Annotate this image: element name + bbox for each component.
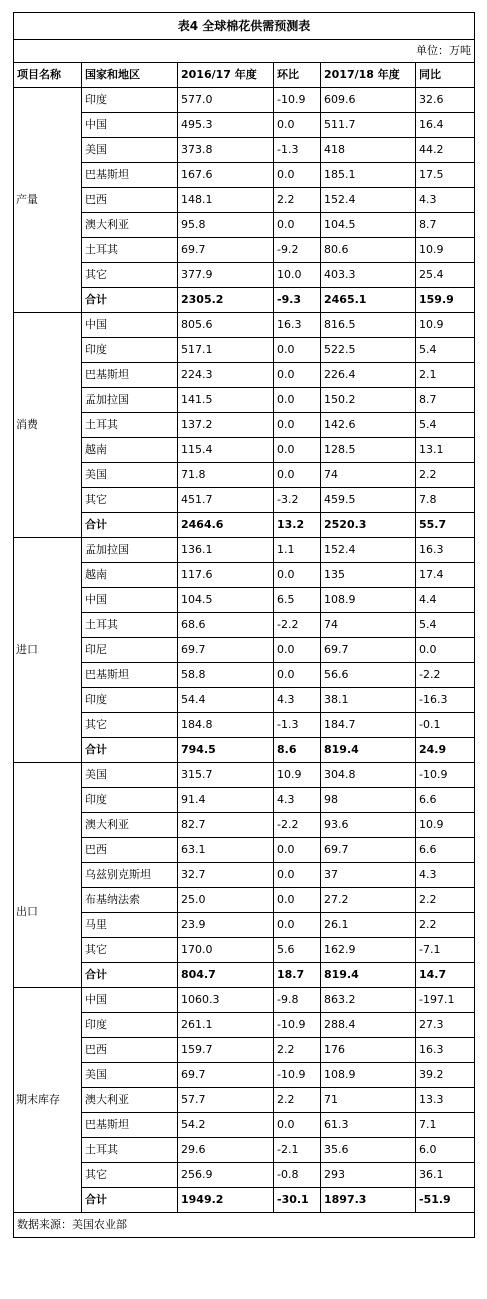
mom-cell: 2.2 bbox=[274, 1088, 321, 1113]
yoy-cell: 6.6 bbox=[416, 788, 475, 813]
table-row bbox=[14, 613, 475, 638]
table-row bbox=[14, 1113, 475, 1138]
value-2016-cell: 377.9 bbox=[178, 263, 274, 288]
value-2017-cell: 128.5 bbox=[321, 438, 416, 463]
value-2017-cell: 108.9 bbox=[321, 588, 416, 613]
table-row bbox=[14, 988, 475, 1013]
category-cell: 产量 bbox=[14, 88, 82, 313]
table-row bbox=[14, 913, 475, 938]
value-2017-cell: 37 bbox=[321, 863, 416, 888]
value-2016-cell: 804.7 bbox=[178, 963, 274, 988]
category-cell-blank bbox=[14, 763, 82, 838]
table-row bbox=[14, 538, 475, 563]
value-2016-cell: 517.1 bbox=[178, 338, 274, 363]
mom-cell: 5.6 bbox=[274, 938, 321, 963]
header-2016-17: 2016/17 年度 bbox=[178, 63, 274, 88]
table-row bbox=[14, 1013, 475, 1038]
mom-cell: 4.3 bbox=[274, 688, 321, 713]
region-cell: 越南 bbox=[82, 438, 178, 463]
value-2016-cell: 2305.2 bbox=[178, 288, 274, 313]
region-cell: 合计 bbox=[82, 1188, 178, 1213]
cotton-supply-demand-table bbox=[13, 12, 475, 1238]
value-2016-cell: 577.0 bbox=[178, 88, 274, 113]
table-row bbox=[14, 1163, 475, 1188]
category-cell: 出口 bbox=[14, 838, 82, 988]
region-cell: 马里 bbox=[82, 913, 178, 938]
region-cell: 土耳其 bbox=[82, 238, 178, 263]
value-2016-cell: 256.9 bbox=[178, 1163, 274, 1188]
yoy-cell: -10.9 bbox=[416, 763, 475, 788]
value-2016-cell: 315.7 bbox=[178, 763, 274, 788]
mom-cell: -1.3 bbox=[274, 138, 321, 163]
value-2017-cell: 162.9 bbox=[321, 938, 416, 963]
value-2017-cell: 104.5 bbox=[321, 213, 416, 238]
value-2016-cell: 224.3 bbox=[178, 363, 274, 388]
unit-label: 单位：万吨 bbox=[14, 40, 475, 63]
yoy-cell: 10.9 bbox=[416, 238, 475, 263]
value-2016-cell: 261.1 bbox=[178, 1013, 274, 1038]
header-2017-18: 2017/18 年度 bbox=[321, 63, 416, 88]
table-row bbox=[14, 1063, 475, 1088]
value-2017-cell: 38.1 bbox=[321, 688, 416, 713]
region-cell: 印尼 bbox=[82, 638, 178, 663]
value-2017-cell: 2465.1 bbox=[321, 288, 416, 313]
mom-cell: 10.9 bbox=[274, 763, 321, 788]
yoy-cell: 14.7 bbox=[416, 963, 475, 988]
yoy-cell: 6.0 bbox=[416, 1138, 475, 1163]
value-2016-cell: 167.6 bbox=[178, 163, 274, 188]
table-row bbox=[14, 488, 475, 513]
table-row bbox=[14, 763, 475, 788]
region-cell: 印度 bbox=[82, 788, 178, 813]
value-2016-cell: 29.6 bbox=[178, 1138, 274, 1163]
table-row bbox=[14, 88, 475, 113]
value-2017-cell: 152.4 bbox=[321, 538, 416, 563]
yoy-cell: 24.9 bbox=[416, 738, 475, 763]
region-cell: 乌兹别克斯坦 bbox=[82, 863, 178, 888]
table-row bbox=[14, 688, 475, 713]
yoy-cell: 8.7 bbox=[416, 388, 475, 413]
mom-cell: 10.0 bbox=[274, 263, 321, 288]
value-2017-cell: 74 bbox=[321, 613, 416, 638]
yoy-cell: 2.2 bbox=[416, 888, 475, 913]
value-2017-cell: 609.6 bbox=[321, 88, 416, 113]
total-row bbox=[14, 1188, 475, 1213]
table-row bbox=[14, 238, 475, 263]
region-cell: 合计 bbox=[82, 738, 178, 763]
yoy-cell: -197.1 bbox=[416, 988, 475, 1013]
table-row bbox=[14, 363, 475, 388]
table-row bbox=[14, 138, 475, 163]
value-2016-cell: 69.7 bbox=[178, 638, 274, 663]
value-2016-cell: 117.6 bbox=[178, 563, 274, 588]
yoy-cell: 4.4 bbox=[416, 588, 475, 613]
region-cell: 其它 bbox=[82, 938, 178, 963]
yoy-cell: 16.3 bbox=[416, 1038, 475, 1063]
value-2016-cell: 54.2 bbox=[178, 1113, 274, 1138]
mom-cell: -9.2 bbox=[274, 238, 321, 263]
mom-cell: 0.0 bbox=[274, 913, 321, 938]
mom-cell: 0.0 bbox=[274, 438, 321, 463]
category-cell: 期末库存 bbox=[14, 988, 82, 1213]
table-row bbox=[14, 113, 475, 138]
mom-cell: -2.1 bbox=[274, 1138, 321, 1163]
value-2017-cell: 522.5 bbox=[321, 338, 416, 363]
mom-cell: 0.0 bbox=[274, 338, 321, 363]
value-2016-cell: 451.7 bbox=[178, 488, 274, 513]
source-row bbox=[14, 1213, 475, 1238]
total-row bbox=[14, 738, 475, 763]
value-2016-cell: 148.1 bbox=[178, 188, 274, 213]
total-row bbox=[14, 963, 475, 988]
table-row bbox=[14, 888, 475, 913]
yoy-cell: 16.3 bbox=[416, 538, 475, 563]
mom-cell: 0.0 bbox=[274, 213, 321, 238]
table-row bbox=[14, 813, 475, 838]
region-cell: 澳大利亚 bbox=[82, 213, 178, 238]
table-row bbox=[14, 213, 475, 238]
header-yoy: 同比 bbox=[416, 63, 475, 88]
yoy-cell: 16.4 bbox=[416, 113, 475, 138]
source-note: 数据来源：美国农业部 bbox=[14, 1213, 475, 1238]
region-cell: 土耳其 bbox=[82, 613, 178, 638]
value-2017-cell: 176 bbox=[321, 1038, 416, 1063]
total-row bbox=[14, 513, 475, 538]
value-2016-cell: 104.5 bbox=[178, 588, 274, 613]
yoy-cell: -7.1 bbox=[416, 938, 475, 963]
region-cell: 其它 bbox=[82, 1163, 178, 1188]
table-row bbox=[14, 563, 475, 588]
value-2017-cell: 135 bbox=[321, 563, 416, 588]
region-cell: 合计 bbox=[82, 288, 178, 313]
value-2016-cell: 63.1 bbox=[178, 838, 274, 863]
yoy-cell: 0.0 bbox=[416, 638, 475, 663]
value-2017-cell: 27.2 bbox=[321, 888, 416, 913]
mom-cell: 0.0 bbox=[274, 463, 321, 488]
mom-cell: -3.2 bbox=[274, 488, 321, 513]
mom-cell: -10.9 bbox=[274, 1063, 321, 1088]
yoy-cell: 2.2 bbox=[416, 913, 475, 938]
value-2016-cell: 69.7 bbox=[178, 238, 274, 263]
yoy-cell: 2.1 bbox=[416, 363, 475, 388]
yoy-cell: 7.8 bbox=[416, 488, 475, 513]
mom-cell: 4.3 bbox=[274, 788, 321, 813]
value-2017-cell: 863.2 bbox=[321, 988, 416, 1013]
table-row bbox=[14, 713, 475, 738]
table-row bbox=[14, 313, 475, 338]
mom-cell: -10.9 bbox=[274, 1013, 321, 1038]
yoy-cell: 36.1 bbox=[416, 1163, 475, 1188]
region-cell: 中国 bbox=[82, 588, 178, 613]
yoy-cell: 17.5 bbox=[416, 163, 475, 188]
table-row bbox=[14, 1038, 475, 1063]
table-row bbox=[14, 638, 475, 663]
value-2016-cell: 82.7 bbox=[178, 813, 274, 838]
mom-cell: 0.0 bbox=[274, 113, 321, 138]
mom-cell: 2.2 bbox=[274, 1038, 321, 1063]
value-2017-cell: 511.7 bbox=[321, 113, 416, 138]
header-item-name: 项目名称 bbox=[14, 63, 82, 88]
value-2017-cell: 98 bbox=[321, 788, 416, 813]
region-cell: 澳大利亚 bbox=[82, 1088, 178, 1113]
value-2017-cell: 459.5 bbox=[321, 488, 416, 513]
yoy-cell: 32.6 bbox=[416, 88, 475, 113]
region-cell: 孟加拉国 bbox=[82, 538, 178, 563]
mom-cell: 16.3 bbox=[274, 313, 321, 338]
header-region: 国家和地区 bbox=[82, 63, 178, 88]
value-2016-cell: 69.7 bbox=[178, 1063, 274, 1088]
value-2017-cell: 108.9 bbox=[321, 1063, 416, 1088]
table-row bbox=[14, 1138, 475, 1163]
value-2016-cell: 23.9 bbox=[178, 913, 274, 938]
value-2016-cell: 794.5 bbox=[178, 738, 274, 763]
yoy-cell: 39.2 bbox=[416, 1063, 475, 1088]
table-row bbox=[14, 388, 475, 413]
value-2016-cell: 54.4 bbox=[178, 688, 274, 713]
yoy-cell: 5.4 bbox=[416, 338, 475, 363]
table-title: 表4 全球棉花供需预测表 bbox=[14, 13, 475, 40]
value-2016-cell: 115.4 bbox=[178, 438, 274, 463]
value-2016-cell: 805.6 bbox=[178, 313, 274, 338]
value-2016-cell: 68.6 bbox=[178, 613, 274, 638]
value-2017-cell: 71 bbox=[321, 1088, 416, 1113]
region-cell: 中国 bbox=[82, 313, 178, 338]
mom-cell: 0.0 bbox=[274, 1113, 321, 1138]
value-2017-cell: 80.6 bbox=[321, 238, 416, 263]
region-cell: 合计 bbox=[82, 513, 178, 538]
region-cell: 越南 bbox=[82, 563, 178, 588]
value-2017-cell: 418 bbox=[321, 138, 416, 163]
region-cell: 美国 bbox=[82, 138, 178, 163]
region-cell: 巴基斯坦 bbox=[82, 163, 178, 188]
value-2017-cell: 2520.3 bbox=[321, 513, 416, 538]
value-2016-cell: 71.8 bbox=[178, 463, 274, 488]
table-row bbox=[14, 1088, 475, 1113]
value-2017-cell: 816.5 bbox=[321, 313, 416, 338]
mom-cell: 0.0 bbox=[274, 888, 321, 913]
value-2016-cell: 495.3 bbox=[178, 113, 274, 138]
value-2016-cell: 1060.3 bbox=[178, 988, 274, 1013]
region-cell: 巴基斯坦 bbox=[82, 363, 178, 388]
yoy-cell: 55.7 bbox=[416, 513, 475, 538]
value-2017-cell: 293 bbox=[321, 1163, 416, 1188]
region-cell: 土耳其 bbox=[82, 413, 178, 438]
value-2017-cell: 304.8 bbox=[321, 763, 416, 788]
value-2016-cell: 1949.2 bbox=[178, 1188, 274, 1213]
value-2016-cell: 25.0 bbox=[178, 888, 274, 913]
value-2016-cell: 91.4 bbox=[178, 788, 274, 813]
region-cell: 中国 bbox=[82, 988, 178, 1013]
mom-cell: -30.1 bbox=[274, 1188, 321, 1213]
value-2017-cell: 403.3 bbox=[321, 263, 416, 288]
region-cell: 印度 bbox=[82, 338, 178, 363]
region-cell: 印度 bbox=[82, 1013, 178, 1038]
table-row bbox=[14, 463, 475, 488]
value-2017-cell: 819.4 bbox=[321, 963, 416, 988]
value-2017-cell: 56.6 bbox=[321, 663, 416, 688]
total-row bbox=[14, 288, 475, 313]
table-row bbox=[14, 163, 475, 188]
value-2017-cell: 150.2 bbox=[321, 388, 416, 413]
yoy-cell: 4.3 bbox=[416, 863, 475, 888]
mom-cell: 0.0 bbox=[274, 363, 321, 388]
value-2016-cell: 58.8 bbox=[178, 663, 274, 688]
mom-cell: 0.0 bbox=[274, 838, 321, 863]
yoy-cell: 2.2 bbox=[416, 463, 475, 488]
yoy-cell: 4.3 bbox=[416, 188, 475, 213]
yoy-cell: 7.1 bbox=[416, 1113, 475, 1138]
value-2017-cell: 819.4 bbox=[321, 738, 416, 763]
category-cell: 进口 bbox=[14, 538, 82, 763]
mom-cell: 1.1 bbox=[274, 538, 321, 563]
value-2016-cell: 184.8 bbox=[178, 713, 274, 738]
mom-cell: -2.2 bbox=[274, 613, 321, 638]
value-2017-cell: 288.4 bbox=[321, 1013, 416, 1038]
yoy-cell: -16.3 bbox=[416, 688, 475, 713]
table-row bbox=[14, 938, 475, 963]
table-row bbox=[14, 263, 475, 288]
region-cell: 美国 bbox=[82, 1063, 178, 1088]
region-cell: 巴西 bbox=[82, 838, 178, 863]
value-2017-cell: 93.6 bbox=[321, 813, 416, 838]
table-row bbox=[14, 788, 475, 813]
region-cell: 孟加拉国 bbox=[82, 388, 178, 413]
region-cell: 美国 bbox=[82, 463, 178, 488]
region-cell: 布基纳法索 bbox=[82, 888, 178, 913]
yoy-cell: -51.9 bbox=[416, 1188, 475, 1213]
mom-cell: 0.0 bbox=[274, 388, 321, 413]
yoy-cell: 5.4 bbox=[416, 613, 475, 638]
value-2017-cell: 69.7 bbox=[321, 638, 416, 663]
table-row bbox=[14, 438, 475, 463]
yoy-cell: 27.3 bbox=[416, 1013, 475, 1038]
region-cell: 巴西 bbox=[82, 1038, 178, 1063]
value-2017-cell: 61.3 bbox=[321, 1113, 416, 1138]
value-2016-cell: 159.7 bbox=[178, 1038, 274, 1063]
yoy-cell: 8.7 bbox=[416, 213, 475, 238]
region-cell: 巴西 bbox=[82, 188, 178, 213]
table-row bbox=[14, 838, 475, 863]
region-cell: 其它 bbox=[82, 488, 178, 513]
table-row bbox=[14, 188, 475, 213]
mom-cell: 0.0 bbox=[274, 638, 321, 663]
mom-cell: 13.2 bbox=[274, 513, 321, 538]
region-cell: 其它 bbox=[82, 263, 178, 288]
mom-cell: 18.7 bbox=[274, 963, 321, 988]
value-2017-cell: 74 bbox=[321, 463, 416, 488]
mom-cell: 0.0 bbox=[274, 163, 321, 188]
yoy-cell: 25.4 bbox=[416, 263, 475, 288]
value-2016-cell: 373.8 bbox=[178, 138, 274, 163]
mom-cell: -0.8 bbox=[274, 1163, 321, 1188]
value-2017-cell: 26.1 bbox=[321, 913, 416, 938]
table-row bbox=[14, 413, 475, 438]
table-row bbox=[14, 663, 475, 688]
region-cell: 其它 bbox=[82, 713, 178, 738]
value-2016-cell: 136.1 bbox=[178, 538, 274, 563]
value-2017-cell: 1897.3 bbox=[321, 1188, 416, 1213]
mom-cell: 0.0 bbox=[274, 563, 321, 588]
value-2017-cell: 69.7 bbox=[321, 838, 416, 863]
region-cell: 澳大利亚 bbox=[82, 813, 178, 838]
header-row bbox=[14, 63, 475, 88]
yoy-cell: 159.9 bbox=[416, 288, 475, 313]
category-cell: 消费 bbox=[14, 313, 82, 538]
table-row bbox=[14, 863, 475, 888]
mom-cell: 0.0 bbox=[274, 663, 321, 688]
mom-cell: 2.2 bbox=[274, 188, 321, 213]
mom-cell: -1.3 bbox=[274, 713, 321, 738]
region-cell: 巴基斯坦 bbox=[82, 1113, 178, 1138]
mom-cell: 6.5 bbox=[274, 588, 321, 613]
value-2016-cell: 141.5 bbox=[178, 388, 274, 413]
value-2016-cell: 170.0 bbox=[178, 938, 274, 963]
region-cell: 印度 bbox=[82, 88, 178, 113]
header-mom: 环比 bbox=[274, 63, 321, 88]
yoy-cell: 17.4 bbox=[416, 563, 475, 588]
value-2016-cell: 32.7 bbox=[178, 863, 274, 888]
yoy-cell: -2.2 bbox=[416, 663, 475, 688]
yoy-cell: 10.9 bbox=[416, 313, 475, 338]
mom-cell: -2.2 bbox=[274, 813, 321, 838]
region-cell: 美国 bbox=[82, 763, 178, 788]
table-row bbox=[14, 338, 475, 363]
value-2016-cell: 2464.6 bbox=[178, 513, 274, 538]
yoy-cell: 5.4 bbox=[416, 413, 475, 438]
mom-cell: -10.9 bbox=[274, 88, 321, 113]
value-2017-cell: 184.7 bbox=[321, 713, 416, 738]
value-2017-cell: 35.6 bbox=[321, 1138, 416, 1163]
value-2017-cell: 185.1 bbox=[321, 163, 416, 188]
value-2017-cell: 142.6 bbox=[321, 413, 416, 438]
value-2017-cell: 152.4 bbox=[321, 188, 416, 213]
value-2016-cell: 57.7 bbox=[178, 1088, 274, 1113]
region-cell: 中国 bbox=[82, 113, 178, 138]
mom-cell: 0.0 bbox=[274, 863, 321, 888]
mom-cell: -9.3 bbox=[274, 288, 321, 313]
mom-cell: 0.0 bbox=[274, 413, 321, 438]
value-2016-cell: 137.2 bbox=[178, 413, 274, 438]
yoy-cell: 10.9 bbox=[416, 813, 475, 838]
mom-cell: 8.6 bbox=[274, 738, 321, 763]
yoy-cell: 44.2 bbox=[416, 138, 475, 163]
yoy-cell: -0.1 bbox=[416, 713, 475, 738]
region-cell: 合计 bbox=[82, 963, 178, 988]
yoy-cell: 13.3 bbox=[416, 1088, 475, 1113]
region-cell: 印度 bbox=[82, 688, 178, 713]
yoy-cell: 6.6 bbox=[416, 838, 475, 863]
region-cell: 土耳其 bbox=[82, 1138, 178, 1163]
value-2016-cell: 95.8 bbox=[178, 213, 274, 238]
yoy-cell: 13.1 bbox=[416, 438, 475, 463]
value-2017-cell: 226.4 bbox=[321, 363, 416, 388]
mom-cell: -9.8 bbox=[274, 988, 321, 1013]
region-cell: 巴基斯坦 bbox=[82, 663, 178, 688]
table-row bbox=[14, 588, 475, 613]
